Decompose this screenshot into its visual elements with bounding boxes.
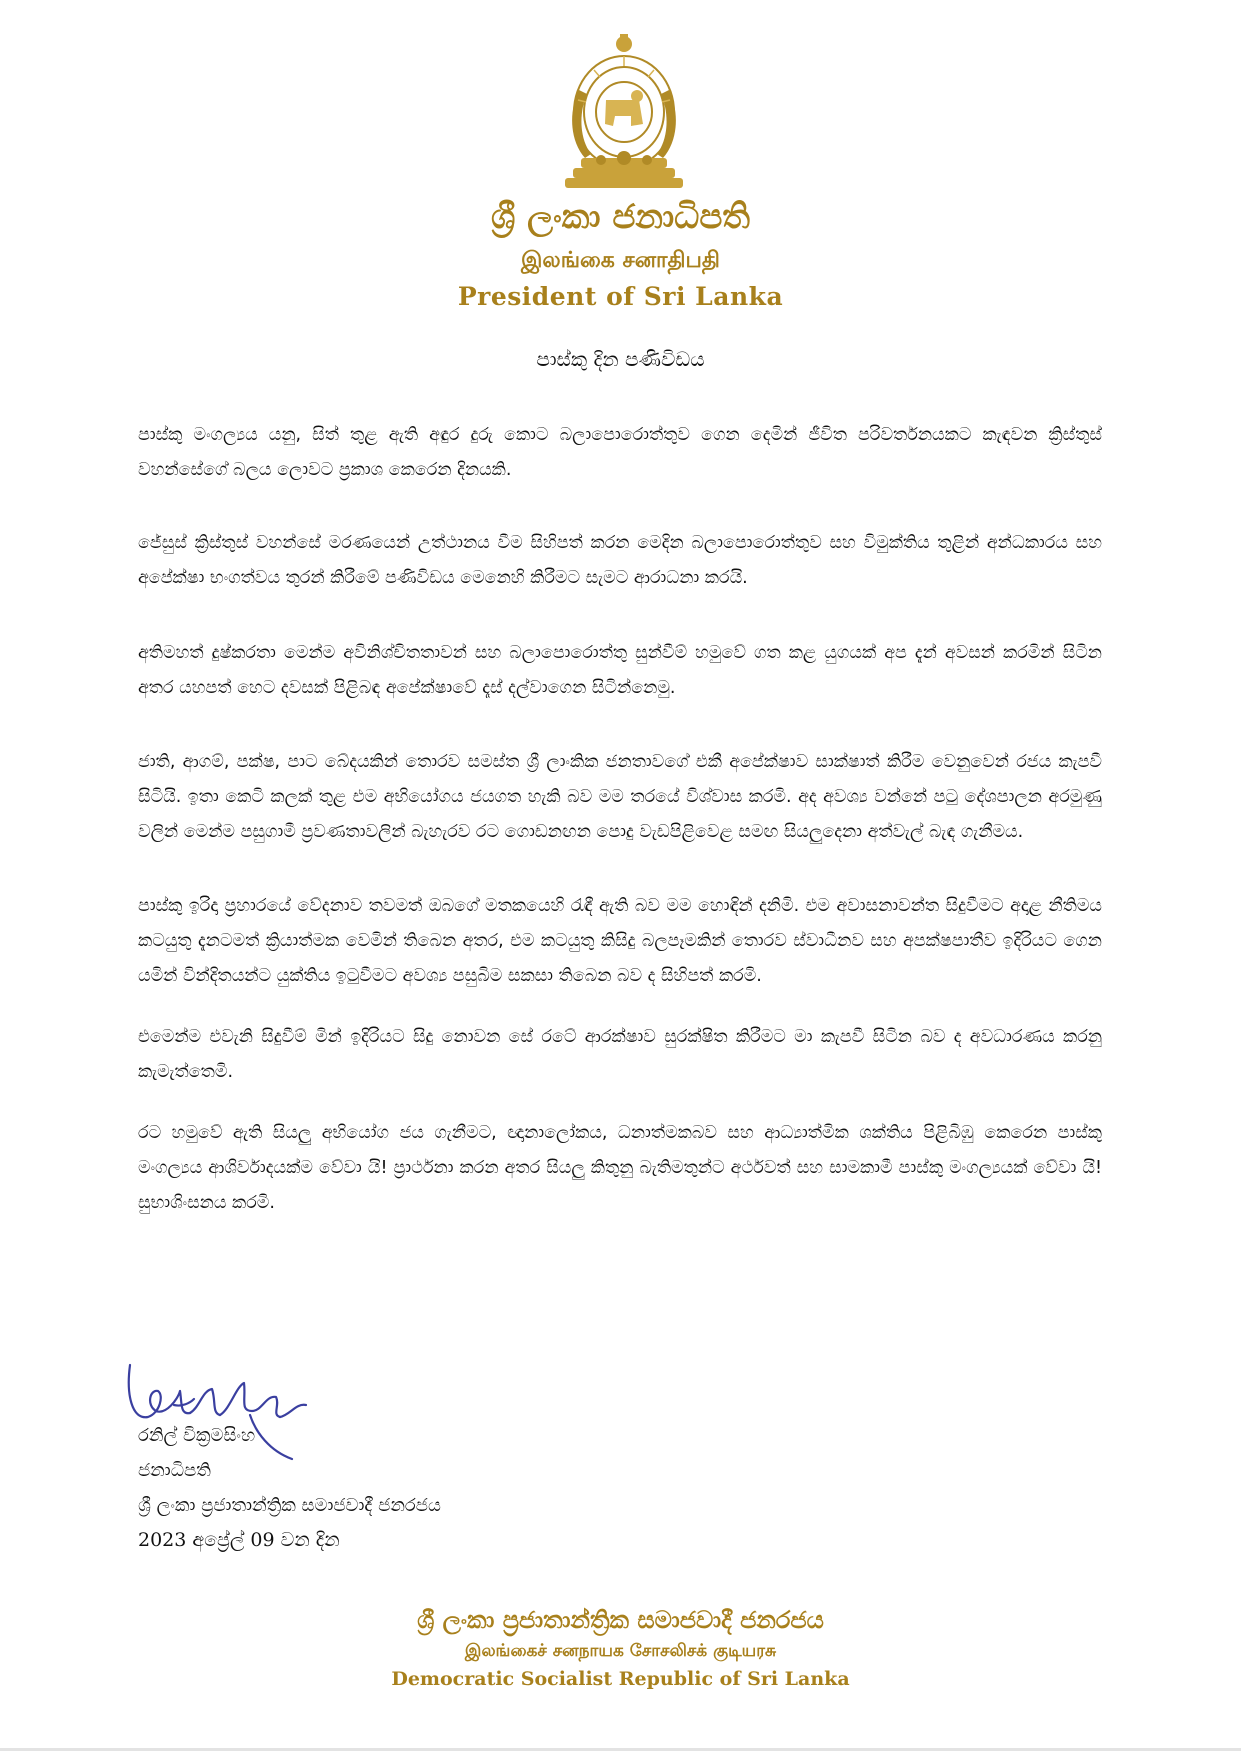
signatory-position: ජනාධිපති bbox=[138, 1460, 211, 1481]
header-title-sinhala: ශ්‍රී ලංකා ජනාධිපති bbox=[491, 197, 750, 237]
paragraph-7: රට හමුවේ ඇති සියලු අභියෝග ජය ගැනීමට, ඥානාලෝකය, ධනාත්මකබව සහ ආධ්‍යාත්මික ශක්තිය පිළිබිඹු කෙරෙන පාස්කු මංගල්‍යය ආශිර්වාදයක්ම වේවා යි! ප්‍රාර්ථනා කරන අතර සියලු කිතුනු බැතිමතුන්ට අර්ථවත් සහ සාමකාමී පාස්කු මංගල්‍යයක් වේවා යි! සුභාශිංසනය කරමි. bbox=[138, 1123, 1102, 1213]
signatory-country: ශ්‍රී ලංකා ප්‍රජාතාන්ත්‍රික සමාජවාදී ජනරජය bbox=[138, 1495, 441, 1516]
footer-line-tamil: இலங்கைச் சனநாயக சோசலிசக் குடியரசு bbox=[464, 1641, 777, 1661]
footer-line-english: Democratic Socialist Republic of Sri Lanka bbox=[391, 1668, 850, 1690]
signatory-name: රනිල් වික්‍රමසිංහ bbox=[138, 1425, 256, 1446]
paragraph-4: ජාති, ආගම්, පක්ෂ, පාට බේදයකින් තොරව සමස්ත ශ්‍රී ලාංකික ජනතාවගේ එකී අපේක්ෂාව සාක්ෂාත් කිරීම වෙනුවෙන් රජය කැපවී සිටියි. ඉතා කෙටි කලක් තුළ එම අභියෝගය ජයගත හැකි බව මම තරයේ විශ්වාස කරමි. අද අවශ්‍ය වන්නේ පටු දේශපාලන අරමුණු වලින් මෙන්ම පසුගාමී ප්‍රවණතාවලින් බැහැරව රට ගොඩනඟන පොදු වැඩපිළිවෙළ සමඟ සියලුදෙනා අත්වැල් බැඳ ගැනීමය. bbox=[138, 752, 1102, 842]
paragraph-2: ජේසුස් ක්‍රිස්තුස් වහන්සේ මරණයෙන් උත්ථානය වීම සිහිපත් කරන මෙදින බලාපොරොත්තුව සහ විමුක්තිය තුළින් අන්ධකාරය සහ අපේක්ෂා භංගත්වය තුරන් කිරීමේ පණිවිඩය මෙනෙහි කිරීමට සැමට ආරාධනා කරයි. bbox=[138, 533, 1102, 588]
page-bottom-edge bbox=[0, 1748, 1241, 1751]
signatory-block bbox=[138, 1418, 441, 1558]
document-title: පාස්කු දින පණිවිඩය bbox=[536, 347, 705, 371]
national-emblem-icon bbox=[551, 30, 697, 196]
header-title-english: President of Sri Lanka bbox=[457, 282, 784, 311]
paragraph-3: අතිමහත් දුෂ්කරතා මෙන්ම අවිනිශ්චිතතාවන් සහ බලාපොරොත්තු සුන්වීම් හමුවේ ගත කළ යුගයක් අප දැන් අවසන් කරමින් සිටින අතර යහපත් හෙට දවසක් පිළිබඳ අපේක්ෂාවේ දෑස් දල්වාගෙන සිටින්නෙමු. bbox=[138, 643, 1102, 698]
header-title-tamil: இலங்கை சனாதிபதி bbox=[521, 248, 720, 273]
document-body bbox=[138, 418, 1102, 1221]
footer-line-sinhala: ශ්‍රී ලංකා ප්‍රජාතාන්ත්‍රික සමාජවාදී ජනරජය bbox=[417, 1606, 824, 1634]
signatory-date: 2023 අප්‍රේල් 09 වන දින bbox=[138, 1529, 340, 1551]
paragraph-1: පාස්කු මංගල්‍යය යනු, සිත් තුළ ඇති අඳුර දුරු කොට බලාපොරොත්තුව ගෙන දෙමින් ජීවිත පරිවර්තනයකට කැඳවන ක්‍රිස්තුස් වහන්සේගේ බලය ලොවට ප්‍රකාශ කෙරෙන දිනයකි. bbox=[138, 425, 1102, 480]
paragraph-5: පාස්කු ඉරිදා ප්‍රහාරයේ වේදනාව තවමත් ඔබගේ මතකයෙහි රැඳී ඇති බව මම හොඳින් දනිමි. එම අවාසනාවන්ත සිදුවීමට අදාළ නීතිමය කටයුතු දැනටමත් ක්‍රියාත්මක වෙමින් තිබෙන අතර, එම කටයුතු කිසිදු බලපෑමකින් තොරව ස්වාධීනව සහ අපක්ෂපාතීව ඉදිරියට ගෙන යමින් වින්දිතයන්ට යුක්තිය ඉටුවීමට අවශ්‍ය පසුබිම සකසා තිබෙන බව ද සිහිපත් කරමි. bbox=[138, 896, 1102, 986]
paragraph-6: එමෙන්ම එවැනි සිදුවීම් මින් ඉදිරියට සිදු නොවන සේ රටේ ආරක්ෂාව සුරක්ෂිත කිරීමට මා කැපවී සිටින බව ද අවධාරණය කරනු කැමැත්තෙමි. bbox=[138, 1027, 1102, 1082]
